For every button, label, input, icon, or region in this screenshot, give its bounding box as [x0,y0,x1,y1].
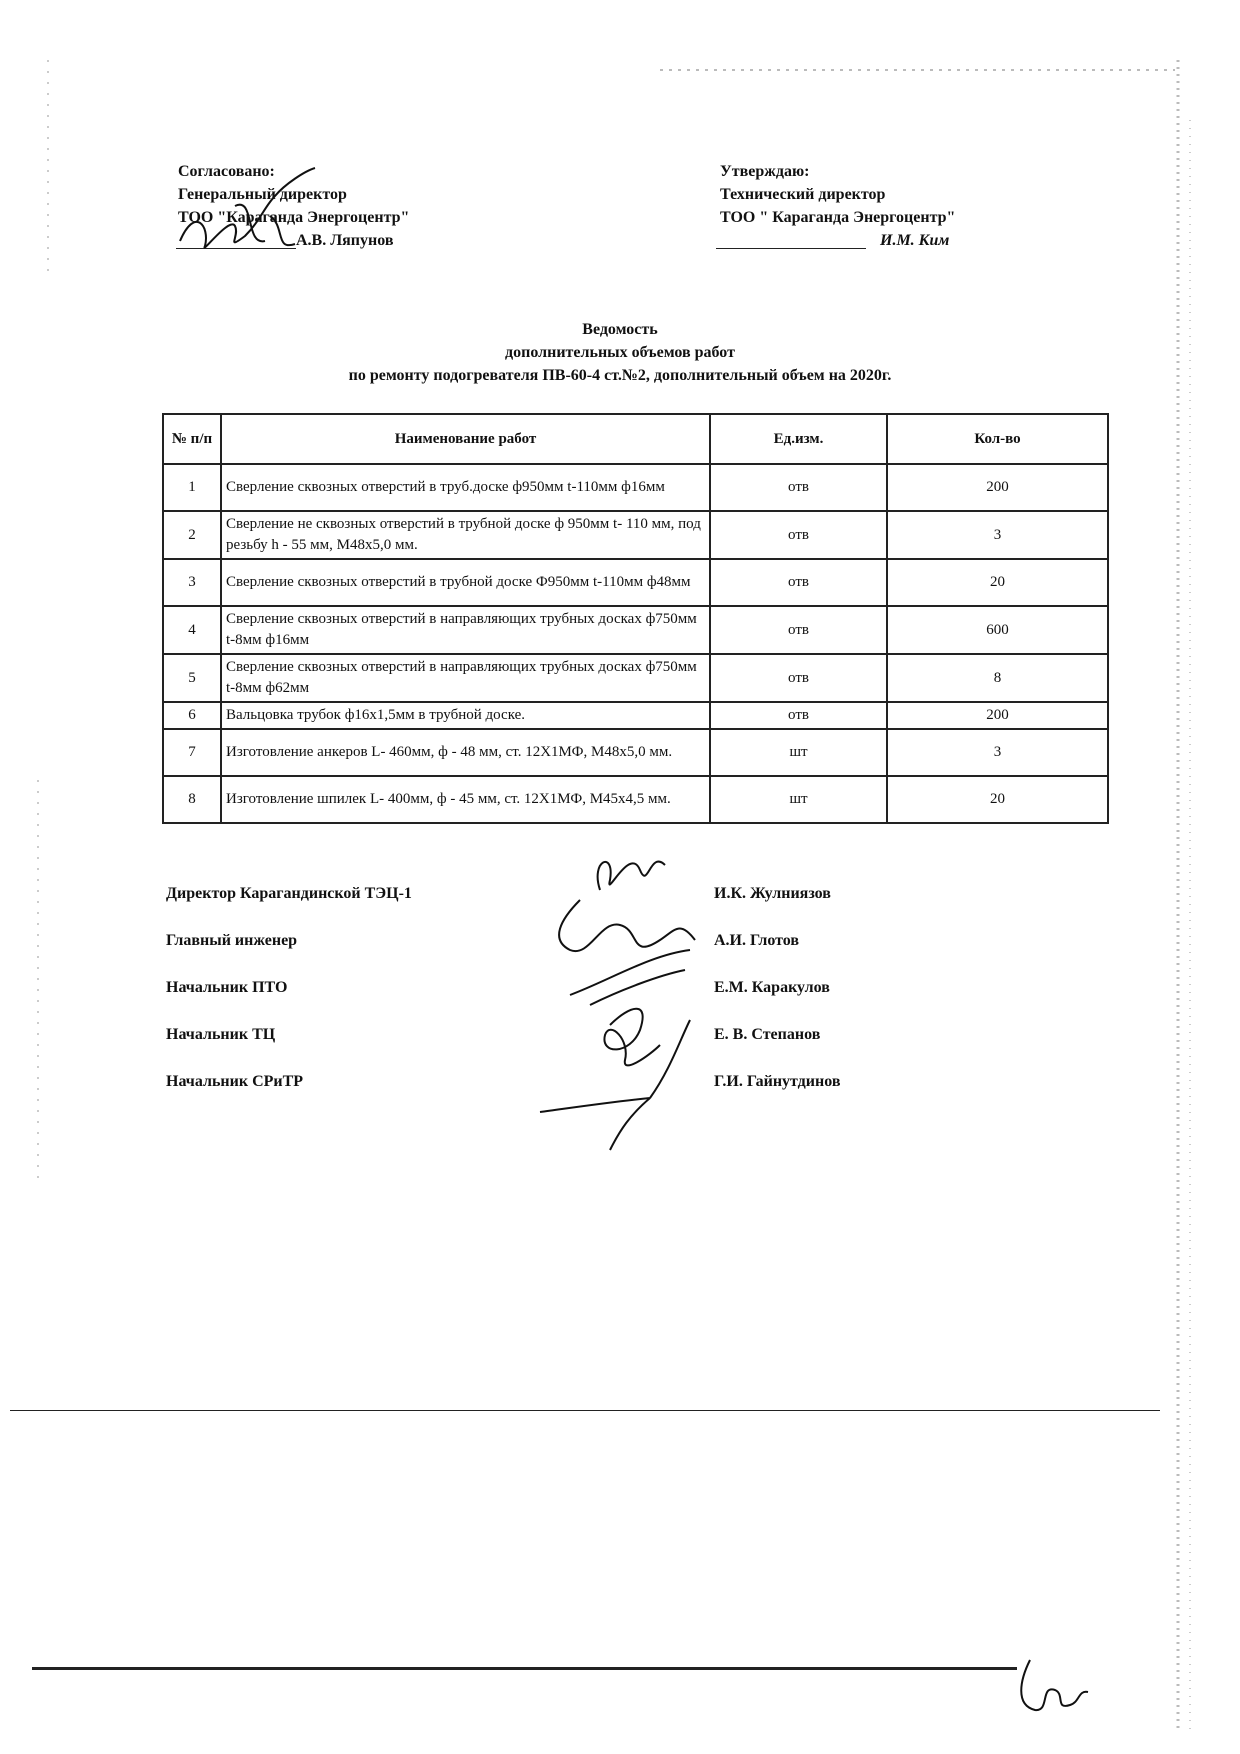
signature-line-right [716,248,866,249]
row-unit: отв [710,606,887,654]
table-row [163,511,1108,559]
signer-position: Начальник СРиТР [166,1073,304,1090]
signer-row [166,1026,866,1056]
row-unit: отв [710,464,887,511]
row-name: Сверление сквозных отверстий в направляющих трубных досках ф750мм t-8мм ф16мм [221,606,710,654]
bottom-rule [32,1667,1017,1670]
signer-name: И.К. Жулниязов [714,885,831,902]
signer-row [166,1073,866,1103]
signer-row [166,932,866,962]
row-qty: 200 [887,702,1108,729]
signer-name: Е. В. Степанов [714,1026,821,1043]
approval-right-line: Технический директор [720,186,886,203]
row-qty: 600 [887,606,1108,654]
signatures-image [530,840,710,1160]
row-num: 1 [163,464,221,511]
signer-row [166,885,866,915]
row-name: Сверление сквозных отверстий в труб.доске ф950мм t-110мм ф16мм [221,464,710,511]
title-line-3: по ремонту подогревателя ПВ-60-4 ст.№2, дополнительный объем на 2020г. [348,367,892,384]
row-name: Сверление не сквозных отверстий в трубной доске ф 950мм t- 110 мм, под резьбу h - 55 мм, М48х5,0 мм. [221,511,710,559]
row-name: Сверление сквозных отверстий в направляющих трубных досках ф750мм t-8мм ф62мм [221,654,710,702]
header-name: Наименование работ [221,414,710,464]
signer-row [166,979,866,1009]
document-title [0,318,1240,387]
table-row [163,606,1108,654]
row-num: 8 [163,776,221,823]
approval-left-line: Согласовано: [178,163,275,180]
row-qty: 20 [887,559,1108,606]
table-row [163,559,1108,606]
table-header-row [163,414,1108,464]
row-num: 4 [163,606,221,654]
signer-name: Г.И. Гайнутдинов [714,1073,841,1090]
row-qty: 3 [887,729,1108,776]
signer-name: А.И. Глотов [714,932,800,949]
header-unit: Ед.изм. [710,414,887,464]
row-num: 2 [163,511,221,559]
table-row [163,654,1108,702]
row-unit: отв [710,702,887,729]
signer-name: Е.М. Каракулов [714,979,830,996]
row-qty: 200 [887,464,1108,511]
row-qty: 8 [887,654,1108,702]
works-table [162,413,1109,824]
signer-position: Директор Карагандинской ТЭЦ-1 [166,885,412,902]
signature-left-image [175,166,335,261]
row-qty: 3 [887,511,1108,559]
approval-right-signatory: И.М. Ким [880,232,950,249]
row-unit: шт [710,729,887,776]
row-name: Изготовление шпилек L- 400мм, ф - 45 мм, ст. 12Х1МФ, М45х4,5 мм. [221,776,710,823]
row-num: 6 [163,702,221,729]
approval-left-line: Генеральный директор [178,186,347,203]
signer-position: Главный инженер [166,932,298,949]
table-row [163,776,1108,823]
table-row [163,729,1108,776]
row-unit: отв [710,654,887,702]
signer-position: Начальник ТЦ [166,1026,276,1043]
header-qty: Кол-во [887,414,1108,464]
signers-block [166,885,886,1105]
table-row [163,702,1108,729]
title-line-1: Ведомость [582,321,658,338]
signer-position: Начальник ПТО [166,979,288,996]
row-unit: отв [710,559,887,606]
approval-right-line: Утверждаю: [720,163,810,180]
initials-image [1010,1650,1100,1720]
table-row [163,464,1108,511]
row-num: 3 [163,559,221,606]
header-num: № п/п [163,414,221,464]
row-num: 5 [163,654,221,702]
row-unit: отв [710,511,887,559]
row-num: 7 [163,729,221,776]
row-name: Сверление сквозных отверстий в трубной доске Ф950мм t-110мм ф48мм [221,559,710,606]
title-line-2: дополнительных объемов работ [505,344,735,361]
approval-left-line: ТОО "Караганда Энергоцентр" [178,209,410,226]
row-unit: шт [710,776,887,823]
approval-left-signatory: А.В. Ляпунов [296,232,394,249]
approval-right-line: ТОО " Караганда Энергоцентр" [720,209,956,226]
row-qty: 20 [887,776,1108,823]
divider-line [10,1410,1160,1411]
approval-block-right [720,160,955,252]
row-name: Вальцовка трубок ф16х1,5мм в трубной доске. [221,702,710,729]
row-name: Изготовление анкеров L- 460мм, ф - 48 мм, ст. 12Х1МФ, М48х5,0 мм. [221,729,710,776]
